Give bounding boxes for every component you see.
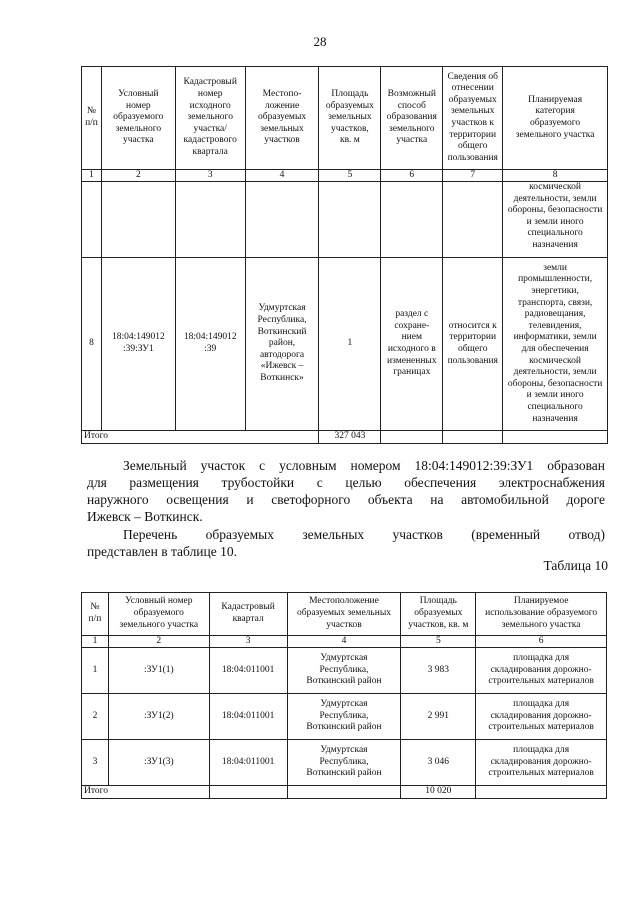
temporary-allotment-table (81, 592, 607, 799)
total-area: 327 043 (319, 431, 381, 444)
column-number: 5 (401, 636, 476, 648)
paragraph-line: представлен в таблице 10. (87, 544, 237, 559)
location-cell: Удмуртская Республика, Воткинский район (287, 740, 401, 786)
total-row (82, 431, 608, 444)
location-cell: Удмуртская Республика, Воткинский район, автодорога «Ижевск – Воткинск» (245, 258, 319, 431)
header-cell: Местоположение образуемых земельных участков (287, 593, 401, 636)
column-number: 2 (108, 636, 209, 648)
header-cell: Кадастровый номер исходного земельного участка/ кадастрового квартала (175, 67, 245, 170)
conditional-number-cell: :ЗУ1(2) (108, 694, 209, 740)
column-number: 4 (245, 170, 319, 182)
header-cell: Планируемая категория образуемого земельного участка (503, 67, 608, 170)
table-caption: Таблица 10 (543, 558, 608, 573)
header-cell: Местопо- ложение образуемых земельных участков (245, 67, 319, 170)
header-cell: Площадь образуемых земельных участков, кв. м (319, 67, 381, 170)
total-label: Итого (82, 431, 319, 444)
planned-use-cell: площадка для складирования дорожно- строительных материалов (476, 740, 607, 786)
conditional-number-cell: :ЗУ1(1) (108, 648, 209, 694)
paragraph-purpose (87, 457, 605, 525)
column-number: 6 (381, 170, 443, 182)
location-cell: Удмуртская Республика, Воткинский район (287, 694, 401, 740)
planned-use-cell: площадка для складирования дорожно- строительных материалов (476, 648, 607, 694)
table-row (82, 740, 607, 786)
paragraph-list-intro (87, 526, 605, 560)
public-use-cell: относится к территории общего пользования (443, 258, 503, 431)
column-number: 2 (101, 170, 175, 182)
row-number: 3 (82, 740, 109, 786)
paragraph-line: для размещения трубостойки с целью обеспечения электроснабжения (87, 475, 605, 490)
header-cell: Возможный способ образования земельного участка (381, 67, 443, 170)
column-number: 4 (287, 636, 401, 648)
total-label: Итого (82, 786, 210, 799)
header-cell: Условный номер образуемого земельного участка (108, 593, 209, 636)
area-cell: 3 983 (401, 648, 476, 694)
cadastral-quarter-cell: 18:04:011001 (209, 694, 287, 740)
column-number-row (82, 636, 607, 648)
table-header-row (82, 67, 608, 170)
table-row (82, 648, 607, 694)
formation-method-cell: раздел с сохране- нием исходного в измененных границах (381, 258, 443, 431)
paragraph-line: наружного освещения и светофорного объекта на автомобильной дороге (87, 492, 605, 507)
conditional-number-cell: :ЗУ1(3) (108, 740, 209, 786)
paragraph-line: Земельный участок с условным номером 18:04:149012:39:ЗУ1 образован (123, 458, 605, 473)
column-number: 1 (82, 636, 109, 648)
page-number: 28 (313, 34, 327, 49)
area-cell: 1 (319, 258, 381, 431)
area-cell: 2 991 (401, 694, 476, 740)
conditional-number-cell: 18:04:149012 :39:ЗУ1 (101, 258, 175, 431)
column-number: 5 (319, 170, 381, 182)
total-area: 10 020 (401, 786, 476, 799)
header-cell: № п/п (82, 593, 109, 636)
table-row (82, 182, 608, 258)
column-number: 1 (82, 170, 102, 182)
header-cell: Условный номер образуемого земельного участка (101, 67, 175, 170)
column-number: 3 (175, 170, 245, 182)
planned-use-cell: площадка для складирования дорожно- строительных материалов (476, 694, 607, 740)
category-cell: космической деятельности, земли обороны, безопасности и земли иного специального назначения (503, 182, 608, 258)
column-number-row (82, 170, 608, 182)
land-plots-table (81, 66, 608, 444)
header-cell: № п/п (82, 67, 102, 170)
header-cell: Планируемое использование образуемого земельного участка (476, 593, 607, 636)
row-number: 2 (82, 694, 109, 740)
column-number: 3 (209, 636, 287, 648)
header-cell: Кадастровый квартал (209, 593, 287, 636)
paragraph-line: Ижевск – Воткинск. (87, 509, 203, 524)
paragraph-line: Перечень образуемых земельных участков (временный отвод) (123, 527, 605, 542)
row-number: 8 (82, 258, 102, 431)
column-number: 7 (443, 170, 503, 182)
category-cell: земли промышленности, энергетики, транспорта, связи, радиовещания, телевидения, информатики, земли для обеспечения космической деятельности, земли обороны, безопасности и земли иного специального назначения (503, 258, 608, 431)
total-row (82, 786, 607, 799)
location-cell: Удмуртская Республика, Воткинский район (287, 648, 401, 694)
header-cell: Сведения об отнесении образуемых земельных участков к территории общего пользования (443, 67, 503, 170)
row-number: 1 (82, 648, 109, 694)
cadastral-quarter-cell: 18:04:011001 (209, 648, 287, 694)
column-number: 8 (503, 170, 608, 182)
header-cell: Площадь образуемых участков, кв. м (401, 593, 476, 636)
table-row (82, 258, 608, 431)
cadastral-quarter-cell: 18:04:011001 (209, 740, 287, 786)
table-row (82, 694, 607, 740)
table-header-row (82, 593, 607, 636)
cadastral-number-cell: 18:04:149012 :39 (175, 258, 245, 431)
area-cell: 3 046 (401, 740, 476, 786)
column-number: 6 (476, 636, 607, 648)
